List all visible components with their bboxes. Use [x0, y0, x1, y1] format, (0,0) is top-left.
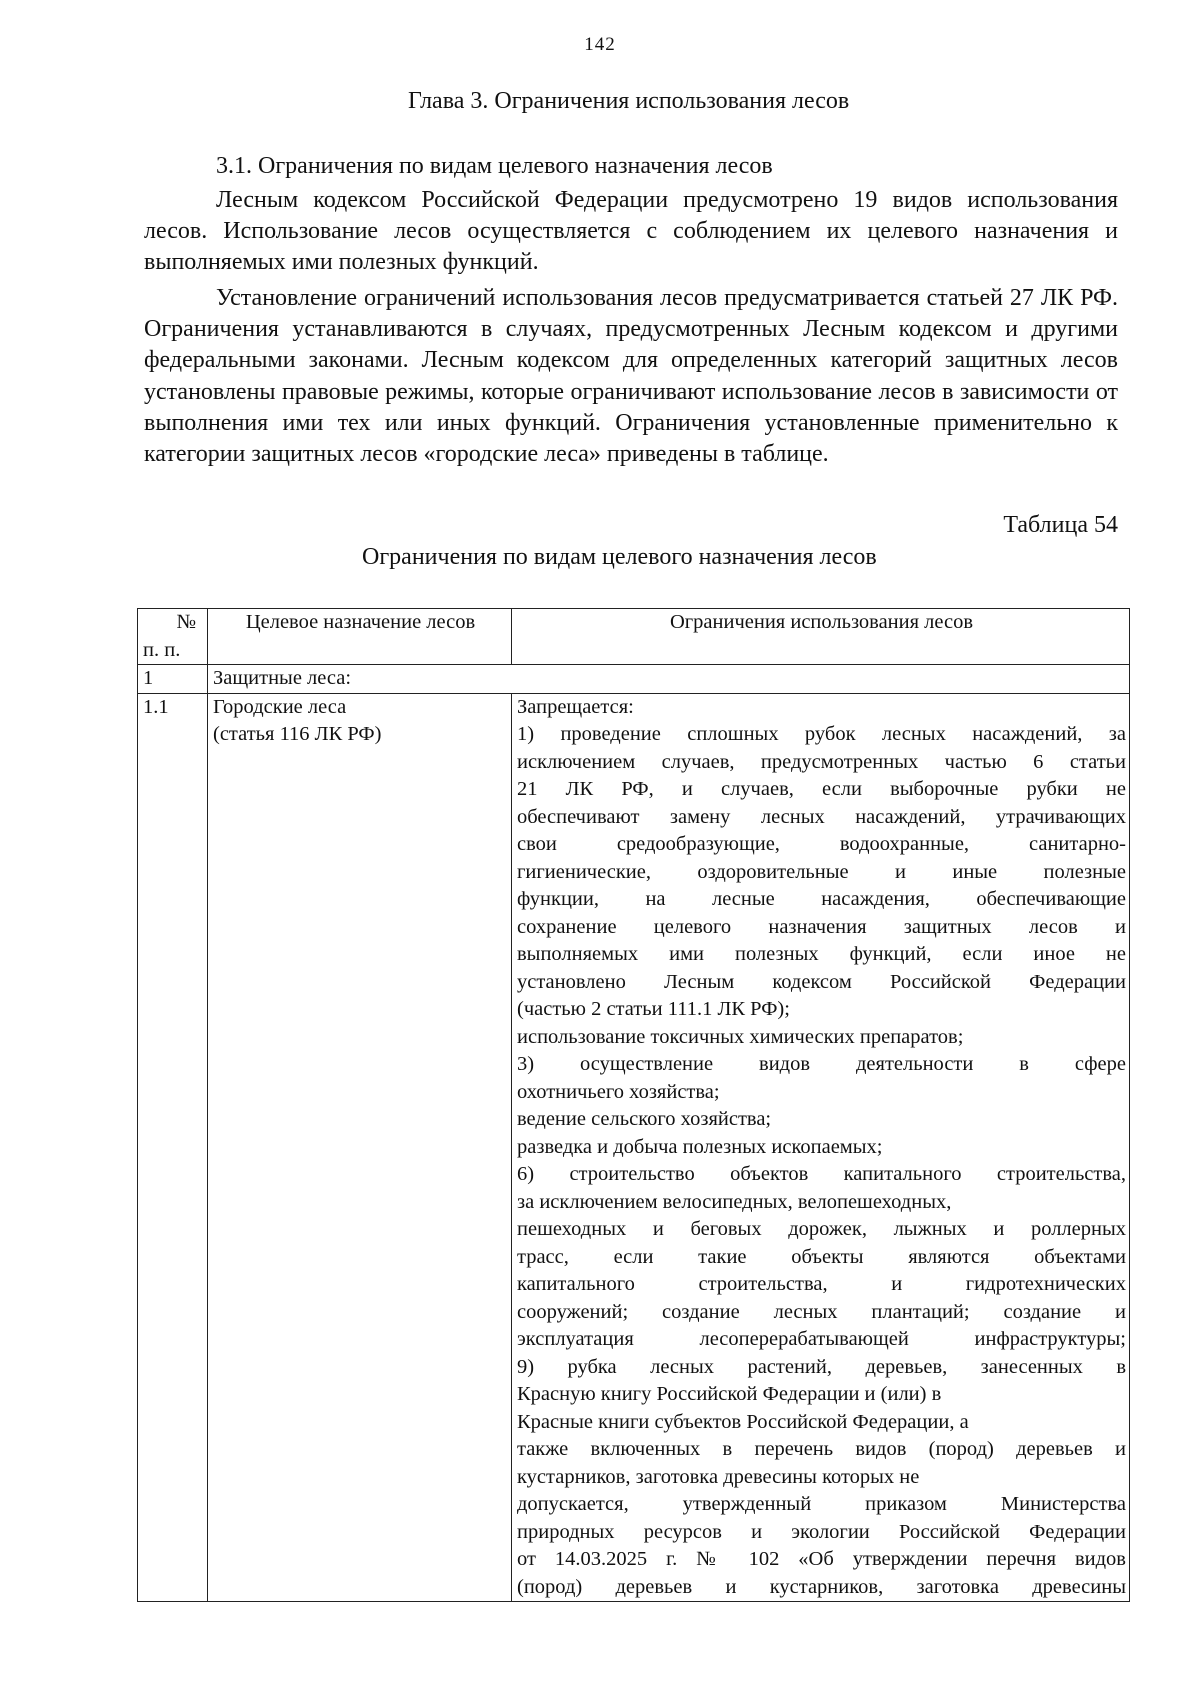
table-title: Ограничения по видам целевого назначения лесов — [362, 544, 877, 570]
restriction-line: обеспечивают замену лесных насаждений, утрачивающих — [517, 805, 1126, 828]
restriction-line: также включенных в перечень видов (пород) деревьев и — [517, 1438, 1126, 1460]
row-number: 1.1 — [138, 693, 208, 1602]
restriction-line: сохранение целевого назначения защитных лесов и — [517, 915, 1126, 938]
restriction-line: от 14.03.2025 г. № 102 «Об утверждении перечня видов — [517, 1548, 1126, 1570]
restriction-line: 21 ЛК РФ, и случаев, если выборочные рубки не — [517, 778, 1126, 800]
row-purpose-line: (статья 116 ЛК РФ) — [213, 723, 382, 745]
chapter-title: Глава 3. Ограничения использования лесов — [408, 88, 850, 114]
restriction-line: трасс, если такие объекты являются объектами — [517, 1245, 1126, 1268]
restriction-line: 6) строительство объектов капитального строительства, — [517, 1163, 1126, 1185]
header-number-line: № — [176, 611, 196, 633]
restriction-line: Красные книги субъектов Российской Федерации, а — [517, 1410, 969, 1433]
restriction-line: эксплуатация лесоперерабатывающей инфраструктуры; — [517, 1328, 1126, 1350]
restriction-line: гигиенические, оздоровительные и иные полезные — [517, 860, 1126, 883]
table-header-row — [138, 609, 1130, 665]
page-number: 142 — [584, 34, 616, 55]
restriction-line: природных ресурсов и экологии Российской Федерации — [517, 1520, 1126, 1543]
group-name: Защитные леса: — [208, 665, 1130, 694]
restriction-line: (пород) деревьев и кустарников, заготовка древесины — [517, 1575, 1126, 1598]
restriction-line: пешеходных и беговых дорожек, лыжных и роллерных — [517, 1218, 1126, 1240]
restriction-line: за исключением велосипедных, велопешеходных, — [517, 1190, 952, 1213]
paragraph: Установление ограничений использования лесов предусматривается статьей 27 ЛК РФ. Ограничения устанавливаются в случаях, предусмотренных Лесным кодексом и другими федеральными законами. Лесным кодексом для определенных категорий защитных лесов установлены правовые режимы, которые ограничивают использование лесов в зависимости от выполнения ими тех или иных функций. Ограничения установленные применительно к категории защитных лесов «городские леса» приведены в таблице. — [144, 285, 1118, 468]
restriction-line: охотничьего хозяйства; — [517, 1080, 720, 1103]
restriction-line: использование токсичных химических препаратов; — [517, 1025, 964, 1048]
row-restrictions — [512, 693, 1130, 1602]
restriction-line: кустарников, заготовка древесины которых не — [517, 1465, 920, 1488]
restriction-line: исключением случаев, предусмотренных частью 6 статьи — [517, 750, 1126, 773]
restriction-line: функции, на лесные насаждения, обеспечивающие — [517, 888, 1126, 910]
restriction-line: установлено Лесным кодексом Российской Федерации — [517, 970, 1126, 993]
restriction-line: свои средообразующие, водоохранные, санитарно- — [517, 833, 1126, 855]
restriction-line: 1) проведение сплошных рубок лесных насаждений, за — [517, 723, 1126, 745]
table-row — [138, 693, 1130, 1602]
restriction-line: Запрещается: — [517, 695, 634, 718]
restriction-line: (частью 2 статьи 111.1 ЛК РФ); — [517, 998, 790, 1020]
restriction-line: допускается, утвержденный приказом Министерства — [517, 1493, 1126, 1515]
table-label: Таблица 54 — [1003, 512, 1118, 538]
row-purpose-line: Городские леса — [213, 695, 347, 718]
paragraph: Лесным кодексом Российской Федерации предусмотрено 19 видов использования лесов. Использование лесов осуществляется с соблюдением их целевого назначения и выполняемых ими полезных функций. — [144, 187, 1118, 276]
restriction-line: ведение сельского хозяйства; — [517, 1108, 772, 1130]
body-paragraph-block — [144, 185, 1118, 279]
restriction-line: капитального строительства, и гидротехнических — [517, 1273, 1126, 1295]
restrictions-table — [137, 608, 1130, 1602]
group-number: 1 — [138, 665, 208, 694]
section-title: 3.1. Ограничения по видам целевого назначения лесов — [216, 153, 773, 179]
header-number — [138, 609, 208, 665]
header-number-line: п. п. — [143, 638, 181, 661]
restriction-line: выполняемых ими полезных функций, если иное не — [517, 943, 1126, 965]
restriction-line: сооружений; создание лесных плантаций; создание и — [517, 1300, 1126, 1323]
body-paragraph-block — [144, 283, 1118, 470]
row-purpose — [208, 693, 512, 1602]
header-purpose: Целевое назначение лесов — [208, 609, 512, 665]
restriction-line: Красную книгу Российской Федерации и (или) в — [517, 1383, 942, 1405]
table-group-row — [138, 665, 1130, 694]
restriction-line: 3) осуществление видов деятельности в сфере — [517, 1053, 1126, 1075]
restriction-line: 9) рубка лесных растений, деревьев, занесенных в — [517, 1355, 1126, 1378]
header-restrictions: Ограничения использования лесов — [512, 609, 1130, 665]
restriction-line: разведка и добыча полезных ископаемых; — [517, 1135, 883, 1158]
